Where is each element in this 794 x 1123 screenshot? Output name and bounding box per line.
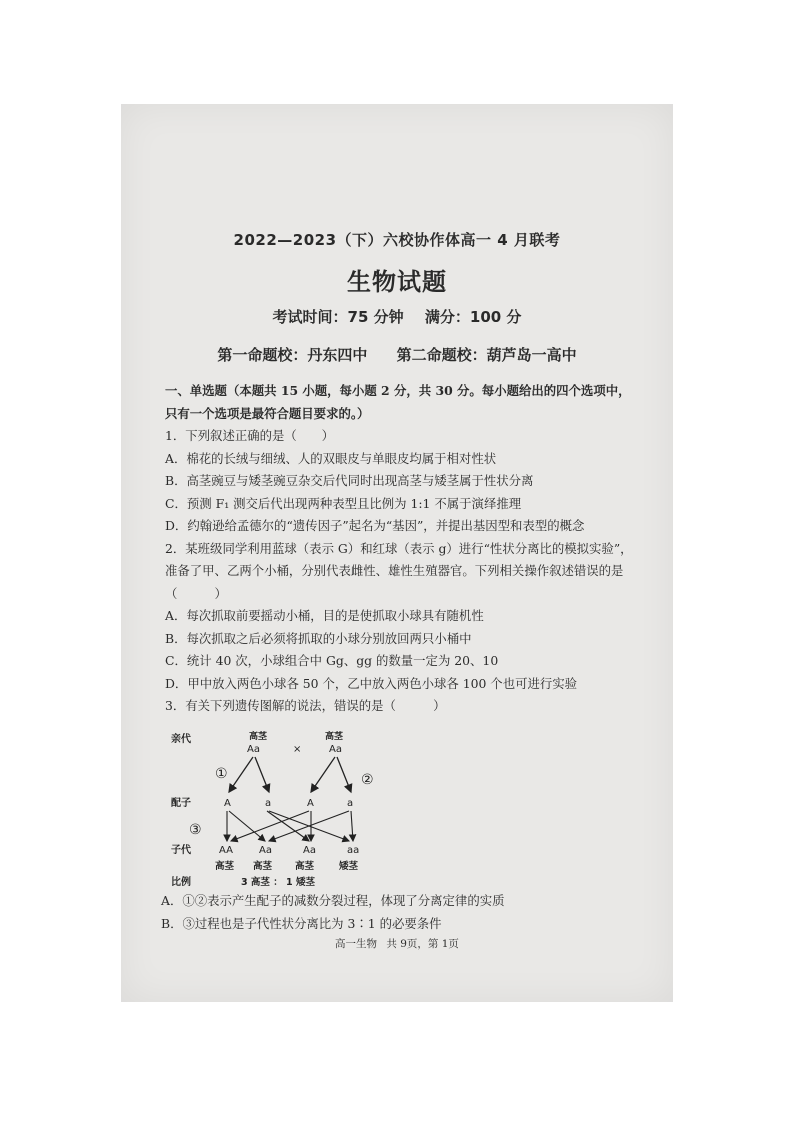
question-1-stem: 1．下列叙述正确的是（ ）: [165, 428, 334, 443]
question-body: [165, 380, 635, 718]
footer-subject: 高一生物: [335, 938, 378, 950]
subject-title: 生物试题: [347, 268, 447, 296]
offspring-genotype-2: Aa: [259, 845, 272, 856]
section-heading: 一、单选题（本题共 15 小题，每小题 2 分，共 30 分。每小题给出的四个选项中，只有一个选项是最符合题目要求的。）: [165, 383, 631, 421]
offspring-genotype-4: aa: [347, 845, 360, 856]
parent-genotype-1: Aa: [247, 744, 260, 755]
cross-symbol: ×: [293, 744, 302, 755]
question-3-option-b: B．③过程也是子代性状分离比为 3∶1 的必要条件: [161, 915, 442, 931]
offspring-phenotype-1: 高茎: [215, 861, 235, 872]
arrow-p2-to-A: [311, 757, 335, 792]
ratio-text: 3 高茎 ： 1 矮茎: [241, 877, 315, 888]
parent-genotype-2: Aa: [329, 744, 342, 755]
arrow-A-to-Aa-1: [229, 811, 265, 841]
parent-phenotype-2: 高茎: [325, 732, 344, 742]
genetic-cross-diagram: [169, 728, 429, 888]
row-label-gamete: 配子: [171, 798, 191, 809]
question-3-stem: 3．有关下列遗传图解的说法，错误的是（ ）: [165, 698, 446, 713]
arrow-a2-to-aa: [351, 811, 353, 841]
arrow-p1-to-A: [229, 757, 253, 792]
step-2-marker: ②: [361, 772, 374, 788]
offspring-genotype-3: Aa: [303, 845, 316, 856]
row-label-parent: 亲代: [171, 734, 191, 745]
question-2-option-a: A．每次抓取前要摇动小桶，目的是使抓取小球具有随机性: [165, 608, 484, 623]
question-2-option-b: B．每次抓取之后必须将抓取的小球分别放回两只小桶中: [165, 630, 472, 646]
question-1-option-d: D．约翰逊给孟德尔的“遗传因子”起名为“基因”，并提出基因型和表型的概念: [165, 518, 585, 533]
parent-phenotype-1: 高茎: [249, 732, 268, 742]
exam-paper: [121, 104, 673, 1002]
setter-school-2: 第二命题校：葫芦岛一高中: [396, 346, 577, 364]
gamete-3: A: [307, 798, 314, 809]
question-3-option-a: A．①②表示产生配子的减数分裂过程，体现了分离定律的实质: [161, 893, 505, 908]
offspring-phenotype-4: 矮茎: [339, 861, 359, 872]
exam-time: 考试时间：75 分钟: [272, 308, 404, 326]
row-label-offspring: 子代: [171, 845, 191, 856]
arrow-A2-to-AA: [231, 811, 309, 841]
arrow-p1-to-a: [255, 757, 269, 792]
question-2-option-c: C．统计 40 次，小球组合中 Gg、gg 的数量一定为 20、10: [165, 653, 499, 668]
row-label-ratio: 比例: [171, 877, 191, 888]
exam-info: [121, 306, 673, 327]
offspring-genotype-1: AA: [219, 845, 233, 856]
step-1-marker: ①: [215, 766, 228, 782]
offspring-phenotype-2: 高茎: [253, 861, 273, 872]
question-1-option-a: A．棉花的长绒与细绒、人的双眼皮与单眼皮均属于相对性状: [165, 450, 497, 466]
footer-pages: 共 9页，第 1页: [386, 938, 459, 950]
exam-title: 2022—2023（下）六校协作体高一 4 月联考: [233, 231, 561, 249]
exam-score: 满分：100 分: [424, 308, 522, 326]
gamete-2: a: [265, 798, 272, 809]
question-1-option-c: C．预测 F₁ 测交后代出现两种表型且比例为 1:1 不属于演绎推理: [165, 495, 522, 511]
gamete-1: A: [224, 798, 231, 809]
setter-school-1: 第一命题校：丹东四中: [217, 346, 368, 364]
arrow-a-to-Aa-2: [267, 811, 309, 841]
question-3-options: [161, 890, 631, 935]
question-2-stem: 2．某班级同学利用蓝球（表示 G）和红球（表示 g）进行“性状分离比的模拟实验”，准备了甲、乙两个小桶，分别代表雌性、雄性生殖器官。下列相关操作叙述错误的是（ ）: [165, 540, 633, 601]
gamete-4: a: [347, 798, 354, 809]
question-1-option-b: B．高茎豌豆与矮茎豌豆杂交后代同时出现高茎与矮茎属于性状分离: [165, 473, 534, 488]
step-3-marker: ③: [189, 822, 202, 838]
page-footer: [121, 936, 673, 951]
setter-schools: [121, 344, 673, 365]
arrow-p2-to-a: [337, 757, 351, 792]
offspring-phenotype-3: 高茎: [295, 861, 315, 872]
question-2-option-d: D．甲中放入两色小球各 50 个，乙中放入两色小球各 100 个也可进行实验: [165, 675, 578, 691]
